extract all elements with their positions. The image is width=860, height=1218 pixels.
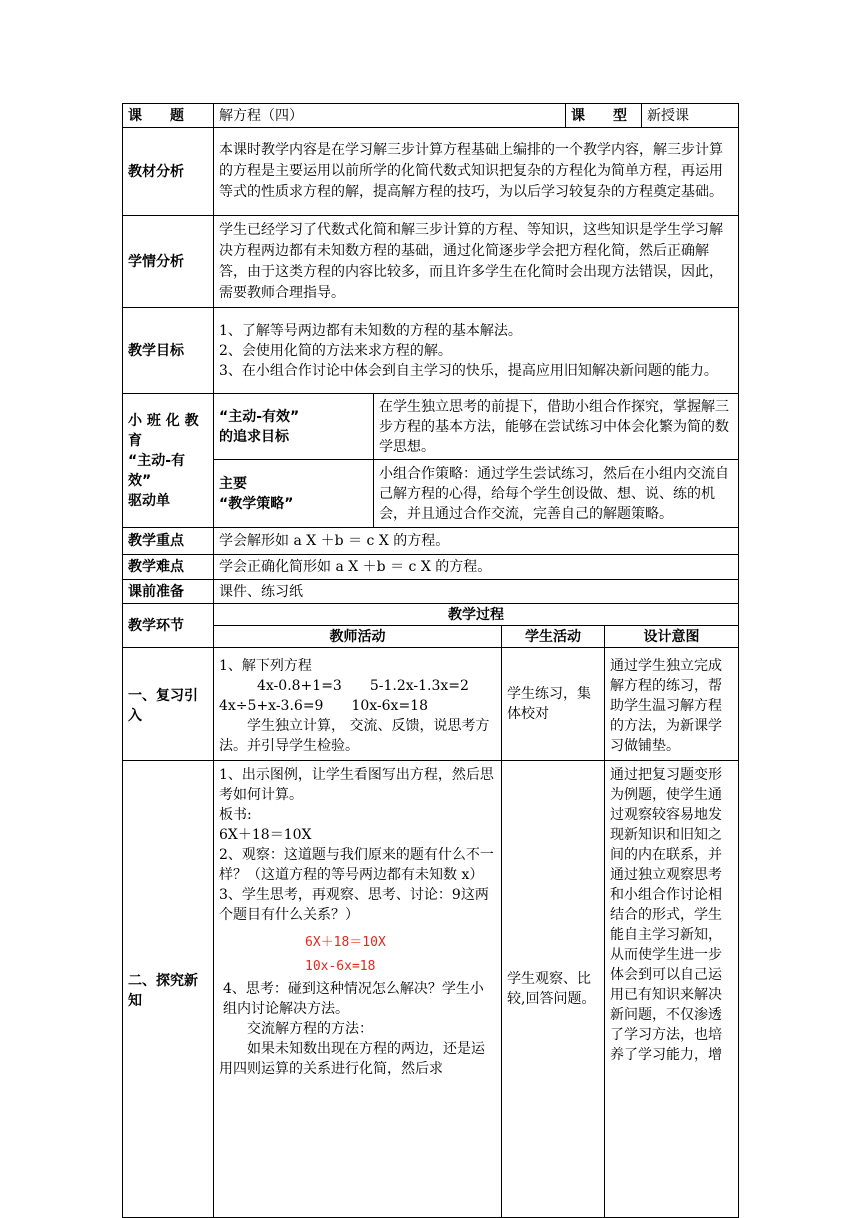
- key-point-row: [123, 528, 739, 555]
- preparation-label: 课前准备: [123, 580, 214, 604]
- small-class-label-line3: 驱动单: [128, 492, 170, 509]
- red-equation: 6X＋18＝10X: [305, 935, 386, 950]
- explore-teacher-line: 如果未知数出现在方程的两边，还是运用四则运算的关系进行化简，然后求: [219, 1041, 485, 1077]
- key-point-label: 教学重点: [123, 528, 214, 555]
- review-student: 学生练习，集体校对: [502, 648, 605, 761]
- stage-label: 教学环节: [123, 604, 214, 648]
- type-value: 新授课: [642, 104, 739, 128]
- header-row: [123, 104, 739, 128]
- goals-row: [123, 308, 739, 394]
- strategy-row: [123, 460, 739, 528]
- goal-item: 1、了解等号两边都有未知数的方程的基本解法。: [219, 322, 522, 339]
- students-label: 学情分析: [123, 216, 214, 308]
- review-teacher: [214, 648, 502, 761]
- lesson-plan-table: [122, 103, 739, 1218]
- process-title: 教学过程: [214, 604, 739, 626]
- explore-teacher-line: 4、思考：碰到这种情况怎么解决？学生小组内讨论解决方法。: [223, 981, 484, 1017]
- strategy-text: 小组合作策略：通过学生尝试练习，然后在小组内交流自己解方程的心得，给每个学生创设做、想、说、练的机会，并且通过合作交流，完善自己的解题策略。: [374, 460, 739, 528]
- strategy-label-line1: 主要: [219, 475, 247, 492]
- strategy-label-line2: “教学策略”: [219, 495, 294, 512]
- explore-teacher-line: 6X＋18＝10X: [219, 827, 312, 843]
- explore-student: 学生观察、比较,回答问题。: [502, 761, 605, 1218]
- explore-teacher-line: 2、观察：这道题与我们原来的题有什么不一样？（这道方程的等号两边都有未知数 x）: [219, 847, 494, 883]
- explore-teacher-line: 1、出示图例，让学生看图写出方程，然后思考如何计算。: [219, 767, 494, 803]
- goal-item: 2、会使用化简的方法来求方程的解。: [219, 342, 452, 359]
- pursuit-label-line2: 的追求目标: [219, 428, 289, 445]
- difficulty-row: [123, 555, 739, 580]
- pursuit-text: 在学生独立思考的前提下，借助小组合作探究，掌握解三步方程的基本方法，能够在尝试练习中体会化繁为简的数学思想。: [374, 394, 739, 460]
- review-teacher-line: 1、解下列方程: [219, 658, 312, 674]
- explore-row: [123, 761, 739, 1218]
- explore-teacher-line: 交流解方程的方法：: [247, 1021, 373, 1037]
- difficulty-text: 学会正确化简形如 a X ＋b ＝ c X 的方程。: [214, 555, 739, 580]
- key-point-text: 学会解形如 a X ＋b ＝ c X 的方程。: [214, 528, 739, 555]
- review-stage: 一、复习引入: [123, 648, 214, 761]
- review-row: [123, 648, 739, 761]
- preparation-row: [123, 580, 739, 604]
- goals-label: 教学目标: [123, 308, 214, 394]
- strategy-label: [214, 460, 374, 528]
- review-equation: 4x÷5+x-3.6=9 10x-6x=18: [219, 698, 428, 714]
- review-equation: 4x-0.8+1=3 5-1.2x-1.3x=2: [257, 678, 469, 694]
- pursuit-label: [214, 394, 374, 460]
- material-row: [123, 128, 739, 216]
- explore-teacher-line: 3、学生思考，再观察、思考、讨论：9这两个题目有什么关系？）: [219, 887, 489, 923]
- explore-teacher-line: 板书:: [219, 807, 252, 823]
- type-label: 课 型: [566, 104, 642, 128]
- topic-value: 解方程（四）: [214, 104, 566, 128]
- goals-list: [214, 308, 739, 394]
- review-teacher-line: 学生独立计算， 交流、反馈，说思考方法。并引导学生检验。: [219, 718, 490, 754]
- preparation-text: 课件、练习纸: [214, 580, 739, 604]
- design-intent-header: 设计意图: [605, 626, 739, 648]
- topic-label: 课 题: [123, 104, 214, 128]
- material-text: 本课时教学内容是在学习解三步计算方程基础上编排的一个教学内容，解三步计算的方程是主要运用以前所学的化简代数式知识把复杂的方程化为简单方程，再运用等式的性质求方程的解，提高解方程的技巧，为以后学习较复杂的方程奠定基础。: [214, 128, 739, 216]
- pursuit-row: [123, 394, 739, 460]
- small-class-label-line1: 小 班 化 教 育: [128, 412, 199, 449]
- difficulty-label: 教学难点: [123, 555, 214, 580]
- small-class-label-line2: “主动-有效”: [128, 452, 186, 489]
- process-title-row: [123, 604, 739, 626]
- review-intent: 通过学生独立完成解方程的练习，帮助学生温习解方程的方法，为新课学习做铺垫。: [605, 648, 739, 761]
- explore-teacher: [214, 761, 502, 1218]
- student-activity-header: 学生活动: [502, 626, 605, 648]
- students-row: [123, 216, 739, 308]
- red-equation: 10x-6x=18: [305, 959, 376, 974]
- explore-stage: 二、探究新知: [123, 761, 214, 1218]
- pursuit-label-line1: “主动-有效”: [219, 408, 300, 425]
- process-columns-row: [123, 626, 739, 648]
- explore-intent-text: 通过把复习题变形为例题，使学生通过观察较容易地发现新知识和旧知之间的内在联系，并通过独立观察思考和小组合作讨论相结合的形式，学生能自主学习新知，从而使学生进一步体会到可以自己运用已有知识来解决新问题，不仅渗透了学习方法，也培养了学习能力，增: [610, 767, 723, 1063]
- small-class-label: [123, 394, 214, 528]
- material-label: 教材分析: [123, 128, 214, 216]
- students-text: 学生已经学习了代数式化简和解三步计算的方程、等知识，这些知识是学生学习解决方程两边都有未知数方程的基础，通过化简逐步学会把方程化简，然后正确解答，由于这类方程的内容比较多，而且许多学生在化简时会出现方法错误，因此，需要教师合理指导。: [214, 216, 739, 308]
- explore-intent: [605, 761, 739, 1218]
- teacher-activity-header: 教师活动: [214, 626, 502, 648]
- goal-item: 3、在小组合作讨论中体会到自主学习的快乐，提高应用旧知解决新问题的能力。: [219, 362, 718, 379]
